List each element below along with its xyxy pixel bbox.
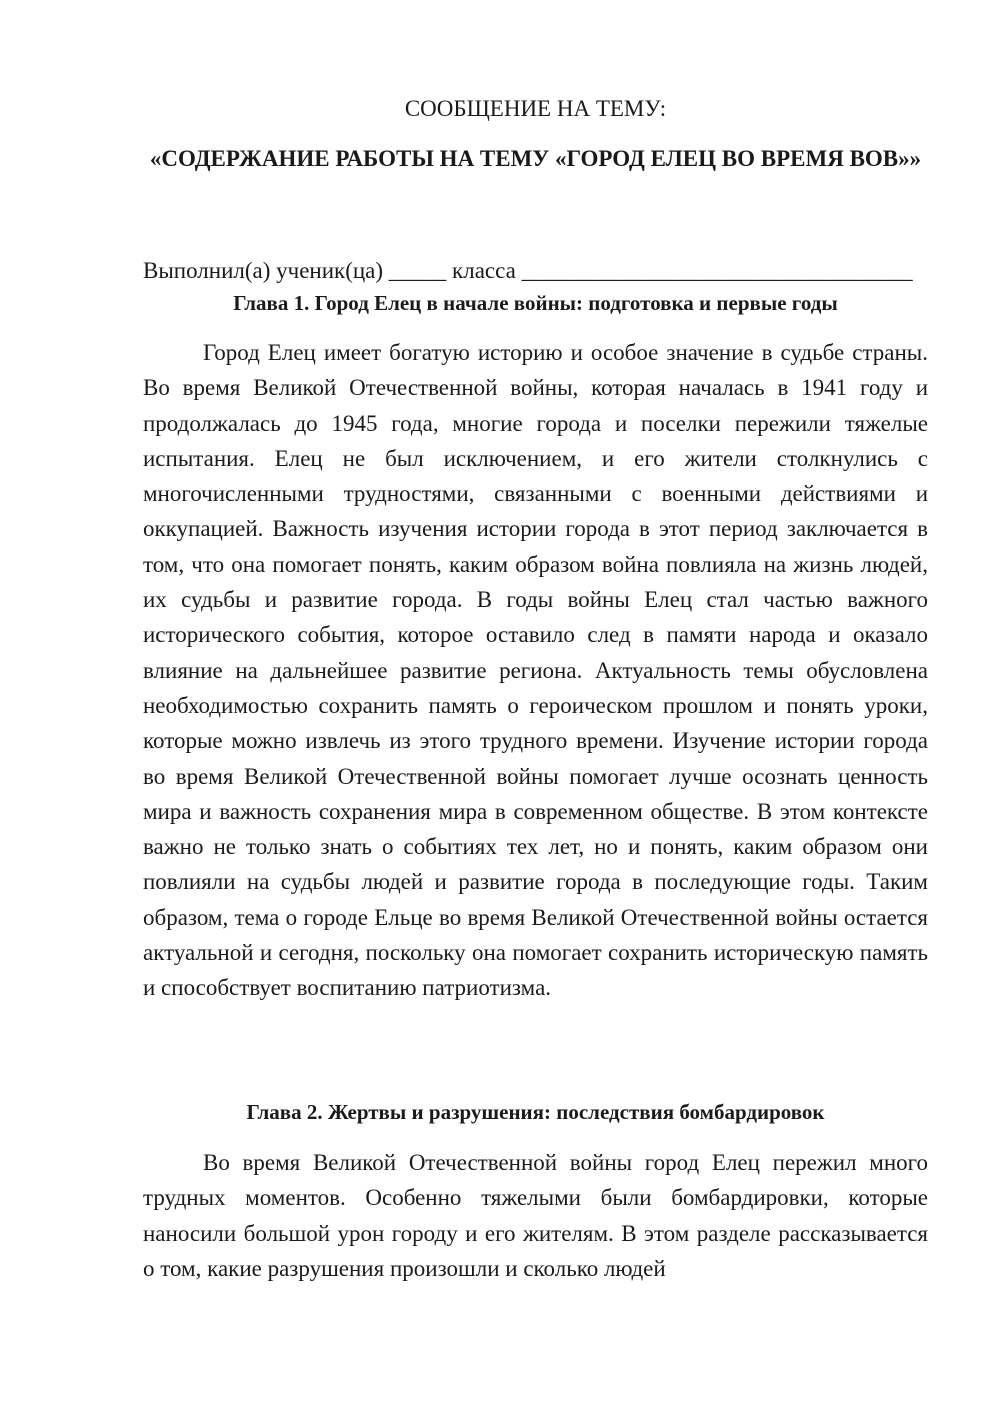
chapter-2-title: Глава 2. Жертвы и разрушения: последствия бомбардировок xyxy=(246,1100,825,1124)
chapter-2-paragraph: Во время Великой Отечественной войны город Елец пережил много трудных моментов. Особенно тяжелыми были бомбардировки, которые наносили большой урон городу и его жителям. В этом разделе рассказывается о том, какие разрушения произошли и сколько людей xyxy=(143,1150,928,1281)
document-subtitle: СООБЩЕНИЕ НА ТЕМУ: xyxy=(404,96,667,121)
chapter-1-paragraph: Город Елец имеет богатую историю и особое значение в судьбе страны. Во время Великой Отечественной войны, которая началась в 1941 году и продолжалась до 1945 года, многие города и поселки пережили тяжелые испытания. Елец не был исключением, и его жители столкнулись с многочисленными трудностями, связанными с военными действиями и оккупацией. Важность изучения истории города в этот период заключается в том, что она помогает понять, каким образом война повлияла на жизнь людей, их судьбы и развитие города. В годы войны Елец стал частью важного исторического события, которое оставило след в памяти народа и оказало влияние на дальнейшее развитие региона. Актуальность темы обусловлена необходимостью сохранить память о героическом прошлом и понять уроки, которые можно извлечь из этого трудного времени. Изучение истории города во время Великой Отечественной войны помогает лучше осознать ценность мира и важность сохранения мира в современном обществе. В этом контексте важно не только знать о событиях тех лет, но и понять, каким образом они повлияли на судьбы людей и развитие города в последующие годы. Таким образом, тема о городе Ельце во время Великой Отечественной войны остается актуальной и сегодня, поскольку она помогает сохранить историческую память и способствует воспитанию патриотизма. xyxy=(143,340,928,1001)
document-title: «СОДЕРЖАНИЕ РАБОТЫ НА ТЕМУ «ГОРОД ЕЛЕЦ ВО ВРЕМЯ ВОВ»» xyxy=(149,146,922,171)
author-line: Выполнил(а) ученик(ца) _____ класса __________________________________ xyxy=(143,258,913,283)
chapter-1-title: Глава 1. Город Елец в начале войны: подготовка и первые годы xyxy=(233,291,838,315)
